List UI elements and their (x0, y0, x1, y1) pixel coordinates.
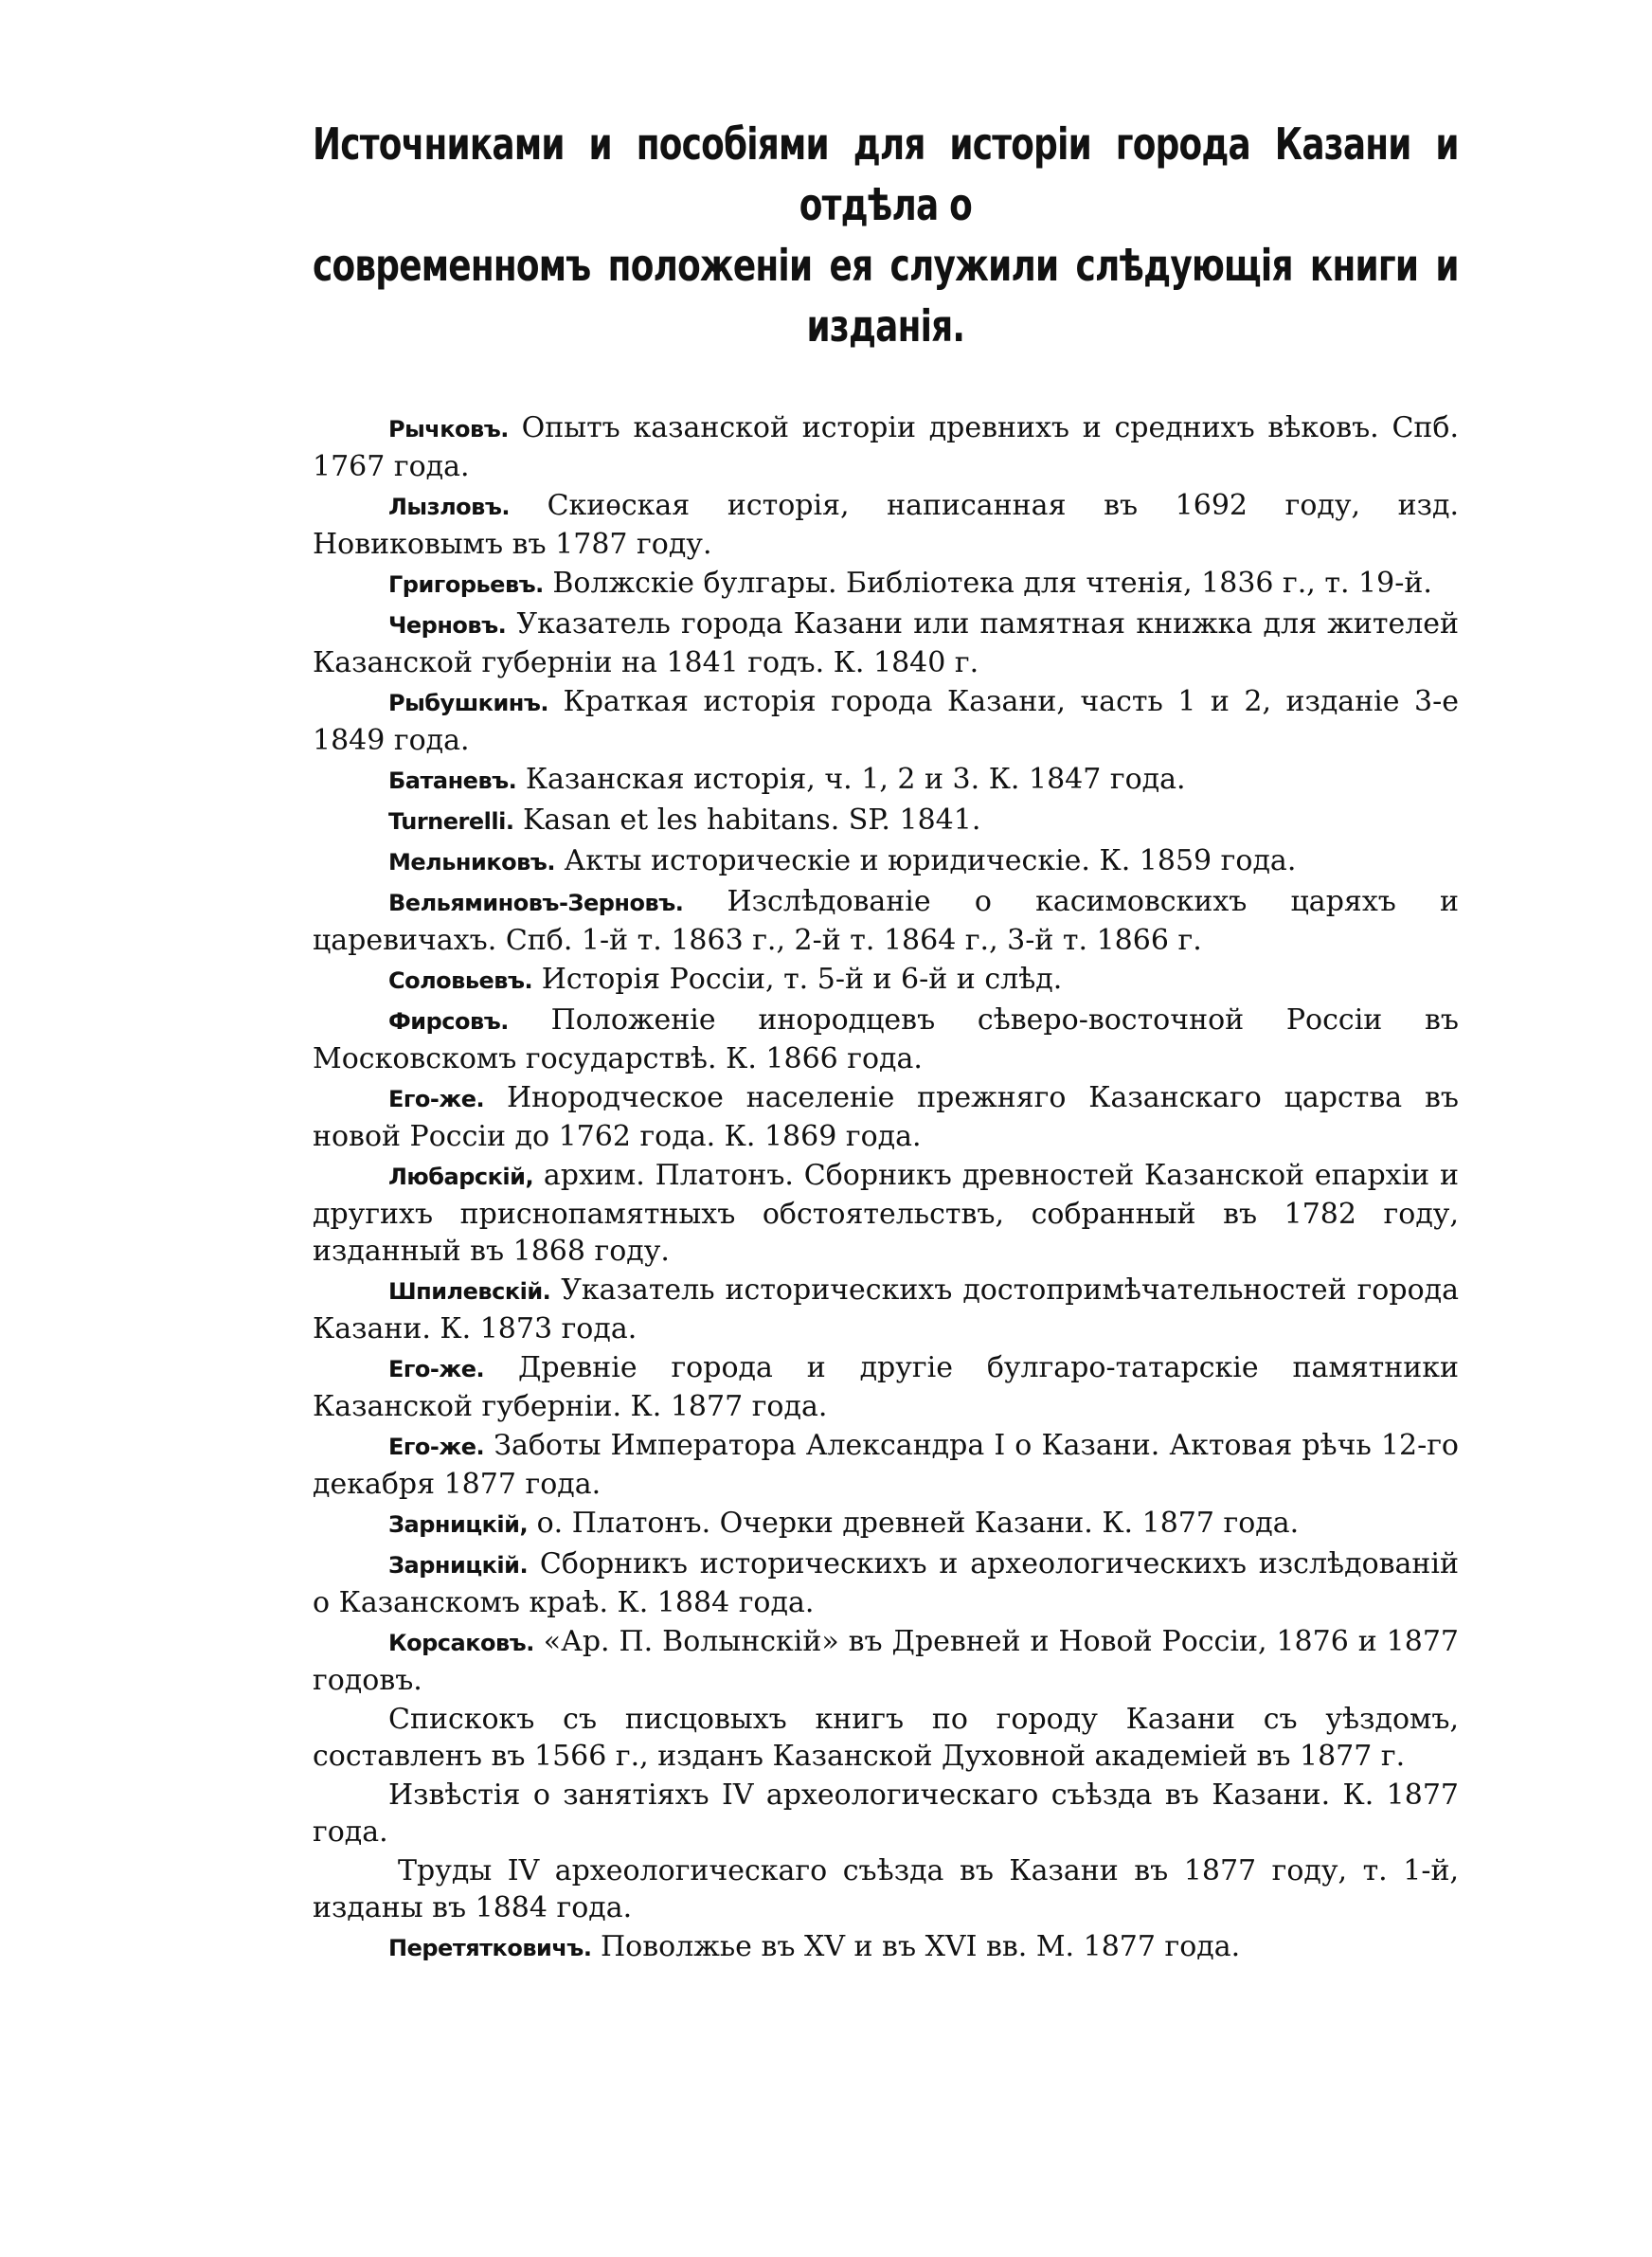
bibliography-entry (313, 487, 1459, 563)
bibliography-entry (313, 1272, 1459, 1347)
entry-author: Черновъ. (388, 612, 507, 639)
entry-author: Перетятковичъ. (388, 1935, 592, 1961)
entry-author: Turnerelli. (388, 808, 514, 835)
title-line-1: Источниками и пособіями для исторіи города Казани и отдѣла о (313, 118, 1459, 230)
bibliography-entry (313, 1157, 1459, 1270)
title-line-2: современномъ положеніи ея служили слѣдующія книги и изданія. (313, 240, 1459, 352)
bibliography-entry (313, 1505, 1459, 1544)
entry-text: «Ар. П. Волынскій» въ Древней и Новой Россіи, 1876 и 1877 годовъ. (313, 1625, 1459, 1697)
entry-text: Сборникъ историческихъ и археологическихъ изслѣдованій о Казанскомъ краѣ. К. 1884 года. (313, 1547, 1459, 1619)
bibliography-entry (313, 1545, 1459, 1621)
bibliography-entry (313, 802, 1459, 840)
entry-author: Вельяминовъ-Зерновъ. (388, 890, 684, 916)
entry-text: Скиѳская исторія, написанная въ 1692 году, изд. Новиковымъ въ 1787 году. (313, 489, 1459, 561)
entry-text: Древніе города и другіе булгаро-татарскіе памятники Казанской губерніи. К. 1877 года. (313, 1351, 1459, 1423)
entry-author: Мельниковъ. (388, 849, 555, 876)
bibliography-entry (313, 1928, 1459, 1967)
entry-author: Фирсовъ. (388, 1008, 509, 1035)
entry-text: Труды IV археологическаго съѣзда въ Казани въ 1877 году, т. 1-й, изданы въ 1884 года. (313, 1854, 1459, 1924)
bibliography-entry (313, 605, 1459, 681)
entry-text: Акты историческіе и юридическіе. К. 1859 года. (554, 844, 1297, 877)
entry-author: Шпилевскій. (388, 1278, 551, 1305)
entry-author: Его-же. (388, 1086, 485, 1112)
entry-text: архим. Платонъ. Сборникъ древностей Казанской епархіи и другихъ приснопамятныхъ обстоятельствъ, собранный въ 1782 году, изданный въ 1868 году. (313, 1159, 1459, 1268)
bibliography-entry (313, 1002, 1459, 1077)
bibliography-entry (313, 1623, 1459, 1699)
bibliography-entry (313, 409, 1459, 485)
entry-author: Григорьевъ. (388, 571, 544, 598)
entry-text: Указатель историческихъ достопримѣчательностей города Казани. К. 1873 года. (313, 1273, 1459, 1345)
entry-text: Исторія Россіи, т. 5-й и 6-й и слѣд. (532, 963, 1063, 996)
bibliography-entry (313, 1349, 1459, 1425)
bibliography-entry (313, 1852, 1459, 1926)
bibliography-list (313, 409, 1459, 1967)
entry-author: Соловьевъ. (388, 967, 533, 994)
entry-author: Любарскій, (388, 1164, 534, 1190)
entry-author: Его-же. (388, 1434, 485, 1460)
entry-text: о. Платонъ. Очерки древней Казани. К. 1877 года. (528, 1507, 1300, 1540)
bibliography-entry (313, 565, 1459, 604)
entry-text: Положеніе инородцевъ сѣверо-восточной Россіи въ Московскомъ государствѣ. К. 1866 года. (313, 1003, 1459, 1075)
entry-text: Казанская исторія, ч. 1, 2 и 3. К. 1847 года. (516, 763, 1186, 796)
bibliography-entry (313, 1427, 1459, 1503)
entry-text: Указатель города Казани или памятная книжка для жителей Казанской губерніи на 1841 годъ. К. 1840 г. (313, 607, 1459, 679)
entry-author: Зарницкій. (388, 1552, 529, 1579)
entry-author: Рычковъ. (388, 416, 509, 442)
bibliography-entry (313, 761, 1459, 800)
bibliography-entry (313, 842, 1459, 881)
entry-text: Изслѣдованіе о касимовскихъ царяхъ и царевичахъ. Спб. 1-й т. 1863 г., 2-й т. 1864 г., 3-й т. 1866 г. (313, 885, 1459, 957)
entry-author: Зарницкій, (388, 1511, 529, 1538)
entry-text: Волжскіе булгары. Библіотека для чтенія, 1836 г., т. 19-й. (543, 567, 1432, 600)
entry-text: Спискокъ съ писцовыхъ книгъ по городу Казани съ уѣздомъ, составленъ въ 1566 г., изданъ Казанской Духовной академіей въ 1877 г. (313, 1703, 1459, 1773)
entry-text: Опытъ казанской исторіи древнихъ и среднихъ вѣковъ. Спб. 1767 года. (313, 411, 1459, 483)
entry-author: Батаневъ. (388, 767, 517, 794)
bibliography-entry (313, 1701, 1459, 1775)
entry-text: Поволжье въ XV и въ XVI вв. М. 1877 года. (591, 1930, 1241, 1963)
bibliography-entry (313, 961, 1459, 1000)
entry-text: Заботы Императора Александра I о Казани. Актовая рѣчь 12-го декабря 1877 года. (313, 1429, 1459, 1501)
bibliography-entry (313, 1777, 1459, 1851)
entry-author: Его-же. (388, 1356, 485, 1382)
page-title (313, 114, 1459, 356)
entry-text: Kasan et les habitans. SP. 1841. (513, 803, 981, 837)
entry-author: Лызловъ. (388, 494, 510, 520)
entry-text: Инородческое населеніе прежняго Казанскаго царства въ новой Россіи до 1762 года. К. 1869 года. (313, 1081, 1459, 1153)
bibliography-entry (313, 683, 1459, 759)
entry-author: Корсаковъ. (388, 1630, 534, 1656)
entry-text: Извѣстія о занятіяхъ IV археологическаго съѣзда въ Казани. К. 1877 года. (313, 1779, 1459, 1849)
document-page (313, 114, 1459, 1969)
bibliography-entry (313, 1079, 1459, 1155)
entry-author: Рыбушкинъ. (388, 690, 549, 716)
entry-text: Краткая исторія города Казани, часть 1 и 2, изданіе 3-е 1849 года. (313, 685, 1459, 757)
bibliography-entry (313, 883, 1459, 959)
